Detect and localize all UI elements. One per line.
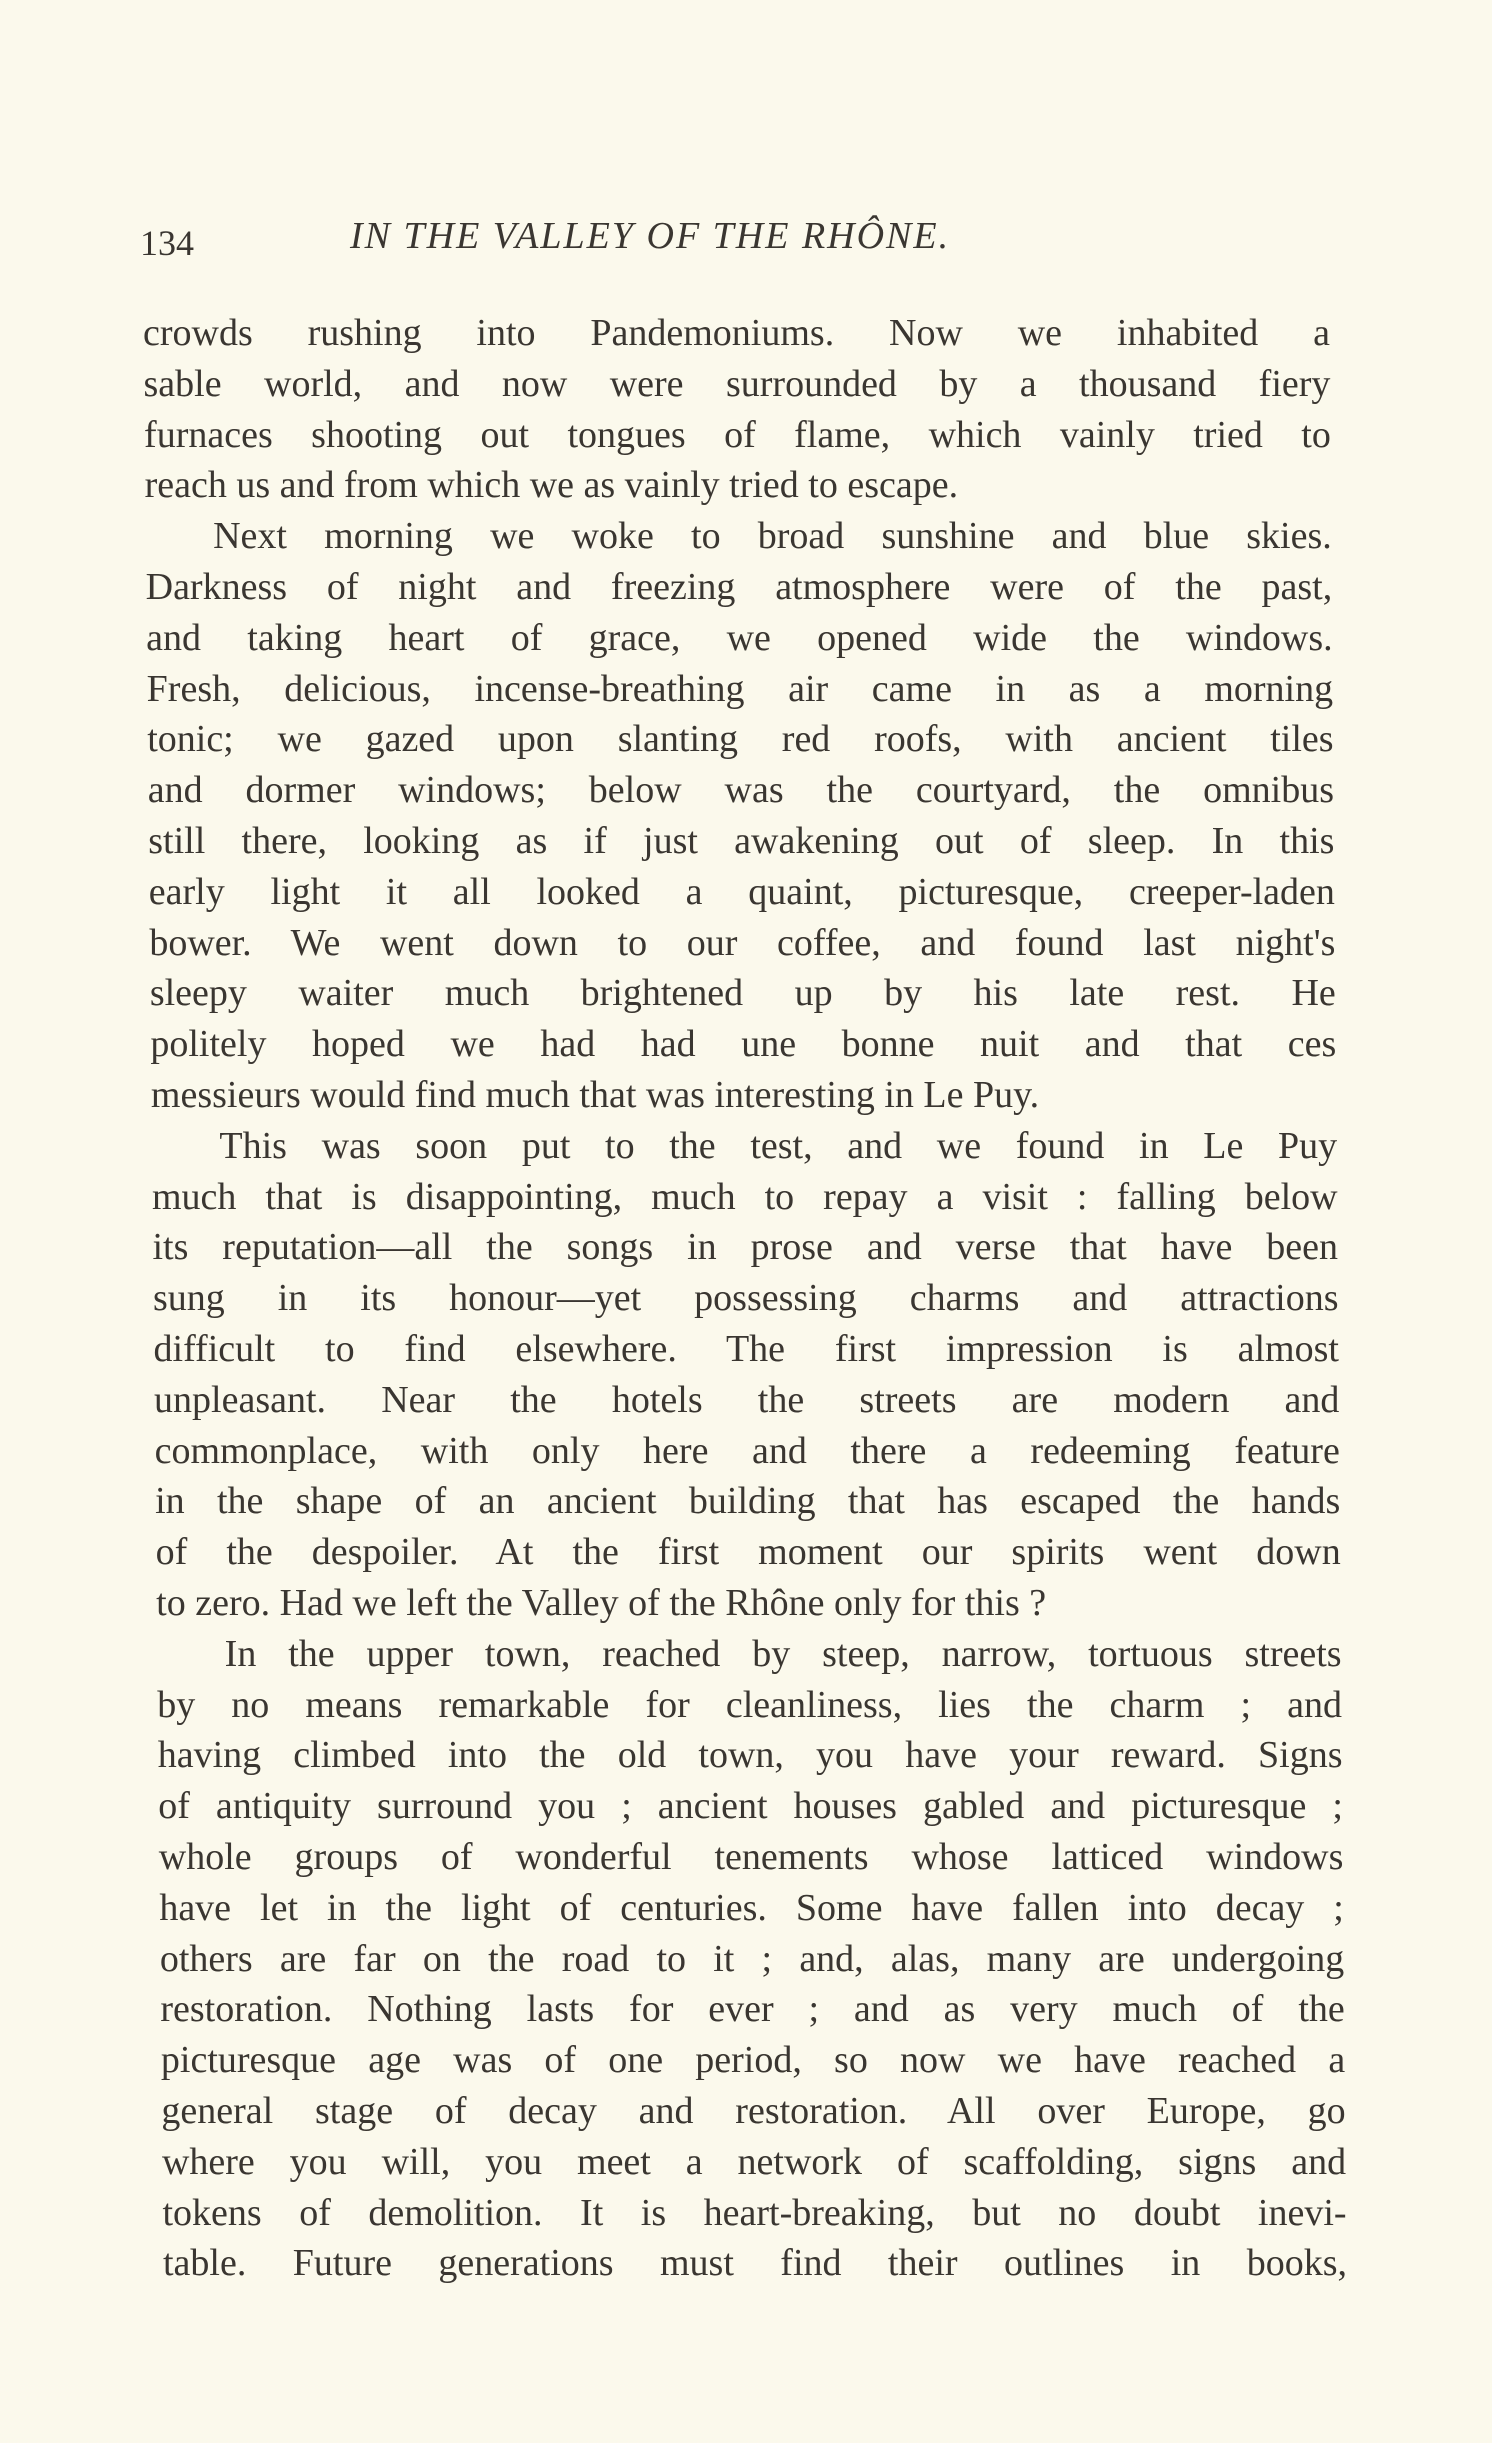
text-line: tonic; we gazed upon slanting red roofs, with ancient tiles	[147, 718, 1334, 761]
text-line: sable world, and now were surrounded by a thousand fiery	[143, 362, 1331, 405]
text-line: This was soon put to the test, and we found in Le Puy	[219, 1124, 1338, 1167]
text-line: sleepy waiter much brightened up by his late rest. He	[149, 972, 1336, 1015]
text-line: have let in the light of centuries. Some have fallen into decay ;	[159, 1886, 1344, 1929]
text-line: still there, looking as if just awakening out of sleep. In this	[148, 820, 1335, 862]
text-line: commonplace, with only here and there a redeeming feature	[154, 1429, 1340, 1472]
text-line: in the shape of an ancient building that has escaped the hands	[155, 1480, 1341, 1523]
text-line: much that is disappointing, much to repay a visit : falling below	[151, 1175, 1338, 1218]
text-line: sung in its honour—yet possessing charms and attractions	[153, 1277, 1339, 1320]
text-line: others are far on the road to it ; and, alas, many are undergoing	[159, 1937, 1345, 1980]
text-line: tokens of demolition. It is heart-breaking, but no doubt inevi-	[162, 2191, 1347, 2234]
text-line: early light it all looked a quaint, picturesque, creeper-laden	[148, 870, 1335, 913]
text-line: its reputation—all the songs in prose and verse that have been	[152, 1226, 1339, 1269]
text-line: bower. We went down to our coffee, and found last night's	[149, 921, 1336, 964]
text-line: where you will, you meet a network of scaffolding, signs and	[161, 2140, 1347, 2183]
text-line: of antiquity surround you ; ancient houses gabled and picturesque ;	[158, 1785, 1343, 1828]
text-line: reach us and from which we as vainly tried to escape.	[144, 464, 959, 507]
text-line: having climbed into the old town, you have your reward. Signs	[157, 1734, 1343, 1777]
running-head: IN THE VALLEY OF THE RHÔNE.	[350, 215, 951, 257]
text-line: messieurs would find much that was interesting in Le Puy.	[150, 1074, 1040, 1116]
page-number: 134	[140, 223, 194, 263]
text-line: Fresh, delicious, incense-breathing air came in as a morning	[146, 667, 1334, 710]
text-line: whole groups of wonderful tenements whose latticed windows	[158, 1836, 1344, 1878]
text-line: and taking heart of grace, we opened wide the windows.	[146, 616, 1333, 659]
text-line: table. Future generations must find their outlines in books,	[163, 2242, 1347, 2285]
text-line: difficult to find elsewhere. The first impression is almost	[153, 1328, 1339, 1370]
text-line: crowds rushing into Pandemoniums. Now we inhabited a	[143, 312, 1330, 354]
text-line: politely hoped we had had une bonne nuit and that ces	[150, 1023, 1337, 1066]
text-line: to zero. Had we left the Valley of the Rhône only for this ?	[156, 1582, 1047, 1624]
text-line: Next morning we woke to broad sunshine and blue skies.	[213, 515, 1332, 558]
text-line: of the despoiler. At the first moment our spirits went down	[155, 1531, 1341, 1574]
text-line: general stage of decay and restoration. All over Europe, go	[161, 2090, 1346, 2132]
text-line: restoration. Nothing lasts for ever ; and as very much of the	[160, 1988, 1345, 2031]
text-line: Darkness of night and freezing atmosphere were of the past,	[145, 566, 1333, 608]
text-line: and dormer windows; below was the courtyard, the omnibus	[147, 769, 1335, 812]
text-line: picturesque age was of one period, so now we have reached a	[160, 2039, 1346, 2082]
text-line: In the upper town, reached by steep, narrow, tortuous streets	[224, 1632, 1342, 1675]
text-line: by no means remarkable for cleanliness, lies the charm ; and	[157, 1683, 1343, 1726]
text-line: unpleasant. Near the hotels the streets are modern and	[154, 1378, 1340, 1421]
text-line: furnaces shooting out tongues of flame, which vainly tried to	[144, 413, 1331, 456]
